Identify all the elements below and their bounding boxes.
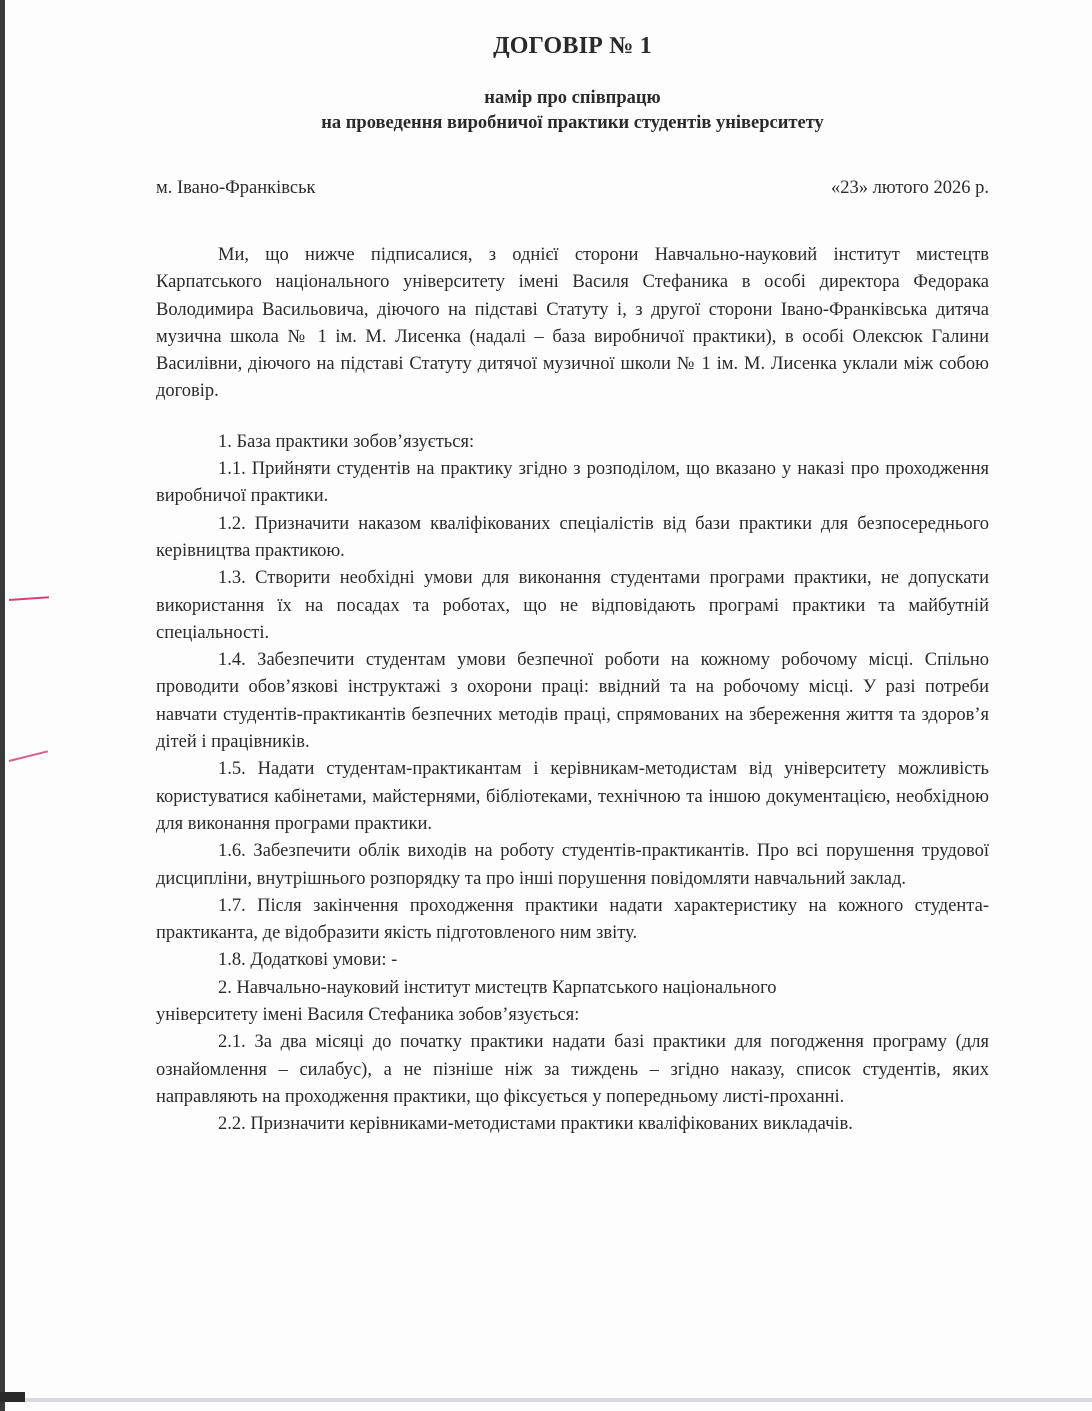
- clause-2-2: 2.2. Призначити керівниками-методистами практики кваліфікованих викладачів.: [218, 1114, 853, 1135]
- document-subtitle-purpose: на проведення виробничої практики студентів університету: [321, 113, 824, 133]
- preamble-paragraph: Ми, що нижче підписалися, з однієї сторони Навчально-науковий інститут мистецтв Карпатського національного університету імені Василя Стефаника в особі директора Федорака Володимира Васильовича, діючого на підставі Статуту і, з другої сторони Івано-Франківська дитяча музична школа № 1 ім. М. Лисенка (надалі – база виробничої практики), в особі Олексюк Галини Василівни, діючого на підставі Статуту дитячої музичної школи № 1 ім. М. Лисенка уклали між собою договір.: [156, 245, 989, 402]
- scan-edge-left: [0, 0, 5, 1411]
- margin-pen-mark: [9, 596, 49, 601]
- clause-2-heading: 2. Навчально-науковий інститут мистецтв Карпатського національного: [218, 977, 777, 998]
- clause-1-1: 1.1. Прийняти студентів на практику згідно з розподілом, що вказано у наказі про проходження виробничої практики.: [156, 459, 989, 507]
- clause-1: 1. База практики зобов’язується:: [218, 431, 475, 452]
- clause-1-7: 1.7. Після закінчення проходження практики надати характеристику на кожного студента-практиканта, де відобразити якість підготовленого ним звіту.: [156, 895, 989, 944]
- clause-2-heading-continued: університету імені Василя Стефаника зобов’язується:: [156, 1005, 580, 1026]
- document-date: «23» лютого 2026 р.: [830, 178, 989, 198]
- scan-edge-bottom: [0, 1398, 1092, 1402]
- margin-pen-mark: [9, 750, 48, 762]
- clause-1-3: 1.3. Створити необхідні умови для виконання студентами програми практики, не допускати використання їх на посадах та роботах, що не відповідають програмі практики та майбутній спеціальності.: [156, 568, 989, 643]
- clause-1-6: 1.6. Забезпечити облік виходів на роботу студентів-практикантів. Про всі порушення трудової дисципліни, внутрішнього розпорядку та про інші порушення повідомляти навчальний заклад.: [156, 841, 989, 889]
- clause-2-1: 2.1. За два місяці до початку практики надати базі практики для погодження програму (для ознайомлення – силабус), а не пізніше ніж за тиждень – згідно наказу, список студентів, яких направляють на проходження практики, що фіксується у попередньому листі-проханні.: [156, 1032, 989, 1107]
- clause-1-4: 1.4. Забезпечити студентам умови безпечної роботи на кожному робочому місці. Спільно проводити обов’язкові інструктажі з охорони праці: ввідний та на робочому місці. У разі потреби навчати студентів-практикантів безпечних методів праці, спрямованих на збереження життя та здоров’я дітей і працівників.: [156, 650, 989, 753]
- document-subtitle: намір про співпрацю: [484, 88, 661, 108]
- document-place: м. Івано-Франківськ: [156, 178, 316, 198]
- clause-1-5: 1.5. Надати студентам-практикантам і керівникам-методистам від університету можливість користуватися кабінетами, майстернями, бібліотеками, технічною та іншою документацією, необхідною для виконання програми практики.: [156, 759, 989, 834]
- clause-1-8: 1.8. Додаткові умови: -: [218, 950, 398, 971]
- clause-1-2: 1.2. Призначити наказом кваліфікованих спеціалістів від бази практики для безпосереднього керівництва практикою.: [156, 513, 989, 561]
- document-title: ДОГОВІР № 1: [493, 33, 652, 59]
- document-body: [156, 242, 989, 1139]
- scan-edge-corner: [0, 1392, 25, 1402]
